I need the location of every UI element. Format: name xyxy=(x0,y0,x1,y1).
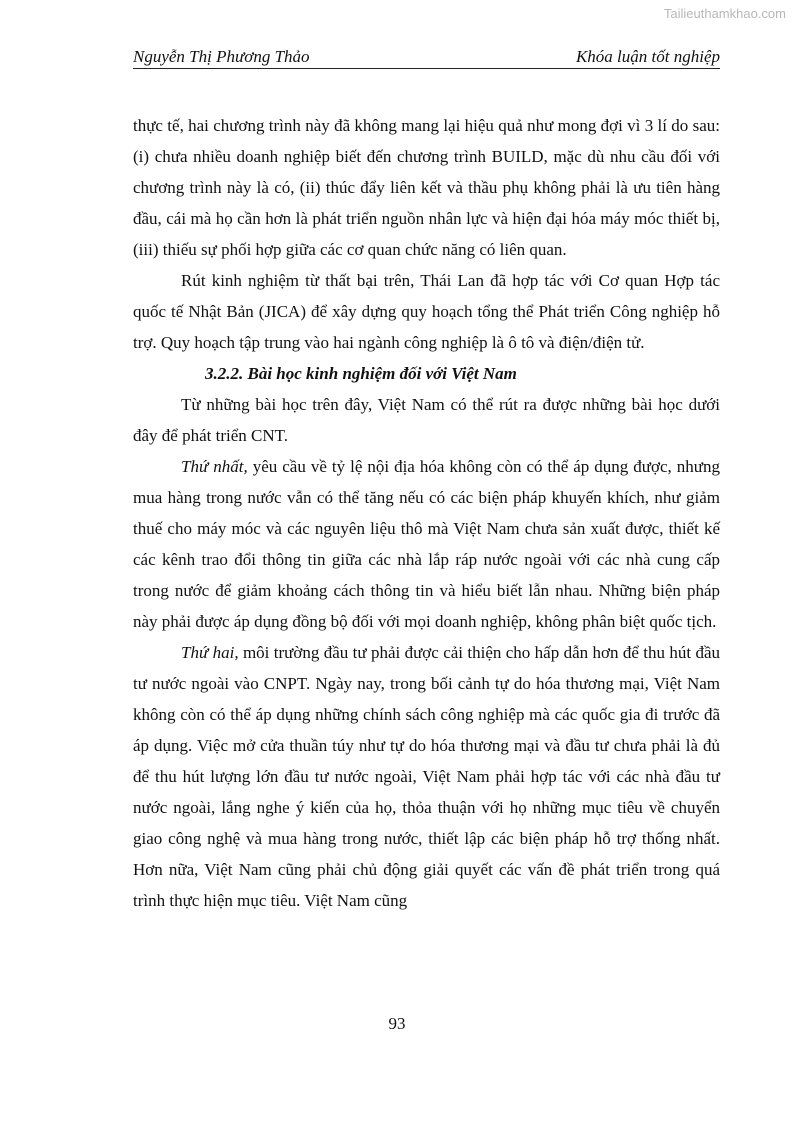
paragraph-4-lead: Thứ nhất, xyxy=(181,457,248,476)
paragraph-1: thực tế, hai chương trình này đã không mang lại hiệu quả như mong đợi vì 3 lí do sau: (i) chưa nhiều doanh nghiệp biết đến chương trình BUILD, mặc dù nhu cầu đối với chương trình này là có, (ii) thúc đẩy liên kết và thầu phụ không phải là ưu tiên hàng đầu, cái mà họ cần hơn là phát triển nguồn nhân lực và hiện đại hóa máy móc thiết bị, (iii) thiếu sự phối hợp giữa các cơ quan chức năng có liên quan. xyxy=(133,116,720,259)
paragraph-5 xyxy=(133,637,720,916)
paragraph-4 xyxy=(133,451,720,637)
paragraph-5-text: môi trường đầu tư phải được cải thiện cho hấp dẫn hơn để thu hút đầu tư nước ngoài vào CNPT. Ngày nay, trong bối cảnh tự do hóa thương mại, Việt Nam không còn có thể áp dụng những chính sách công nghiệp mà các quốc gia đi trước đã áp dụng. Việc mở cửa thuần túy như tự do hóa thương mại và đầu tư chưa phải là đủ để thu hút lượng lớn đầu tư nước ngoài, Việt Nam phải hợp tác với các nhà đầu tư nước ngoài, lắng nghe ý kiến của họ, thỏa thuận với họ những mục tiêu về chuyển giao công nghệ và mua hàng trong nước, thiết lập các biện pháp hỗ trợ thống nhất. Hơn nữa, Việt Nam cũng phải chủ động giải quyết các vấn đề phát triển trong quá trình thực hiện mục tiêu. Việt Nam cũng xyxy=(133,643,720,910)
section-heading: 3.2.2. Bài học kinh nghiệm đối với Việt Nam xyxy=(205,364,517,383)
page-header xyxy=(133,46,720,69)
paragraph-5-lead: Thứ hai, xyxy=(181,643,239,662)
paragraph-3: Từ những bài học trên đây, Việt Nam có thể rút ra được những bài học dưới đây để phát triển CNT. xyxy=(133,395,720,445)
body-text xyxy=(133,110,720,916)
paragraph-4-text: yêu cầu về tỷ lệ nội địa hóa không còn có thể áp dụng được, nhưng mua hàng trong nước vẫn có thể tăng nếu có các biện pháp khuyến khích, như giảm thuế cho máy móc và các nguyên liệu thô mà Việt Nam chưa sản xuất được, thiết kế các kênh trao đổi thông tin giữa các nhà lắp ráp nước ngoài với các nhà cung cấp trong nước để giảm khoảng cách thông tin và hiểu biết lẫn nhau. Những biện pháp này phải được áp dụng đồng bộ đối với mọi doanh nghiệp, không phân biệt quốc tịch. xyxy=(133,457,721,631)
header-author: Nguyễn Thị Phương Thảo xyxy=(133,47,310,66)
page-number: 93 xyxy=(388,1014,406,1033)
header-doc-type: Khóa luận tốt nghiệp xyxy=(575,47,720,66)
paragraph-2: Rút kinh nghiệm từ thất bại trên, Thái Lan đã hợp tác với Cơ quan Hợp tác quốc tế Nhật Bản (JICA) để xây dựng quy hoạch tổng thể Phát triển Công nghiệp hỗ trợ. Quy hoạch tập trung vào hai ngành công nghiệp là ô tô và điện/điện tử. xyxy=(133,271,720,352)
watermark: Tailieuthamkhao.com xyxy=(663,6,786,21)
